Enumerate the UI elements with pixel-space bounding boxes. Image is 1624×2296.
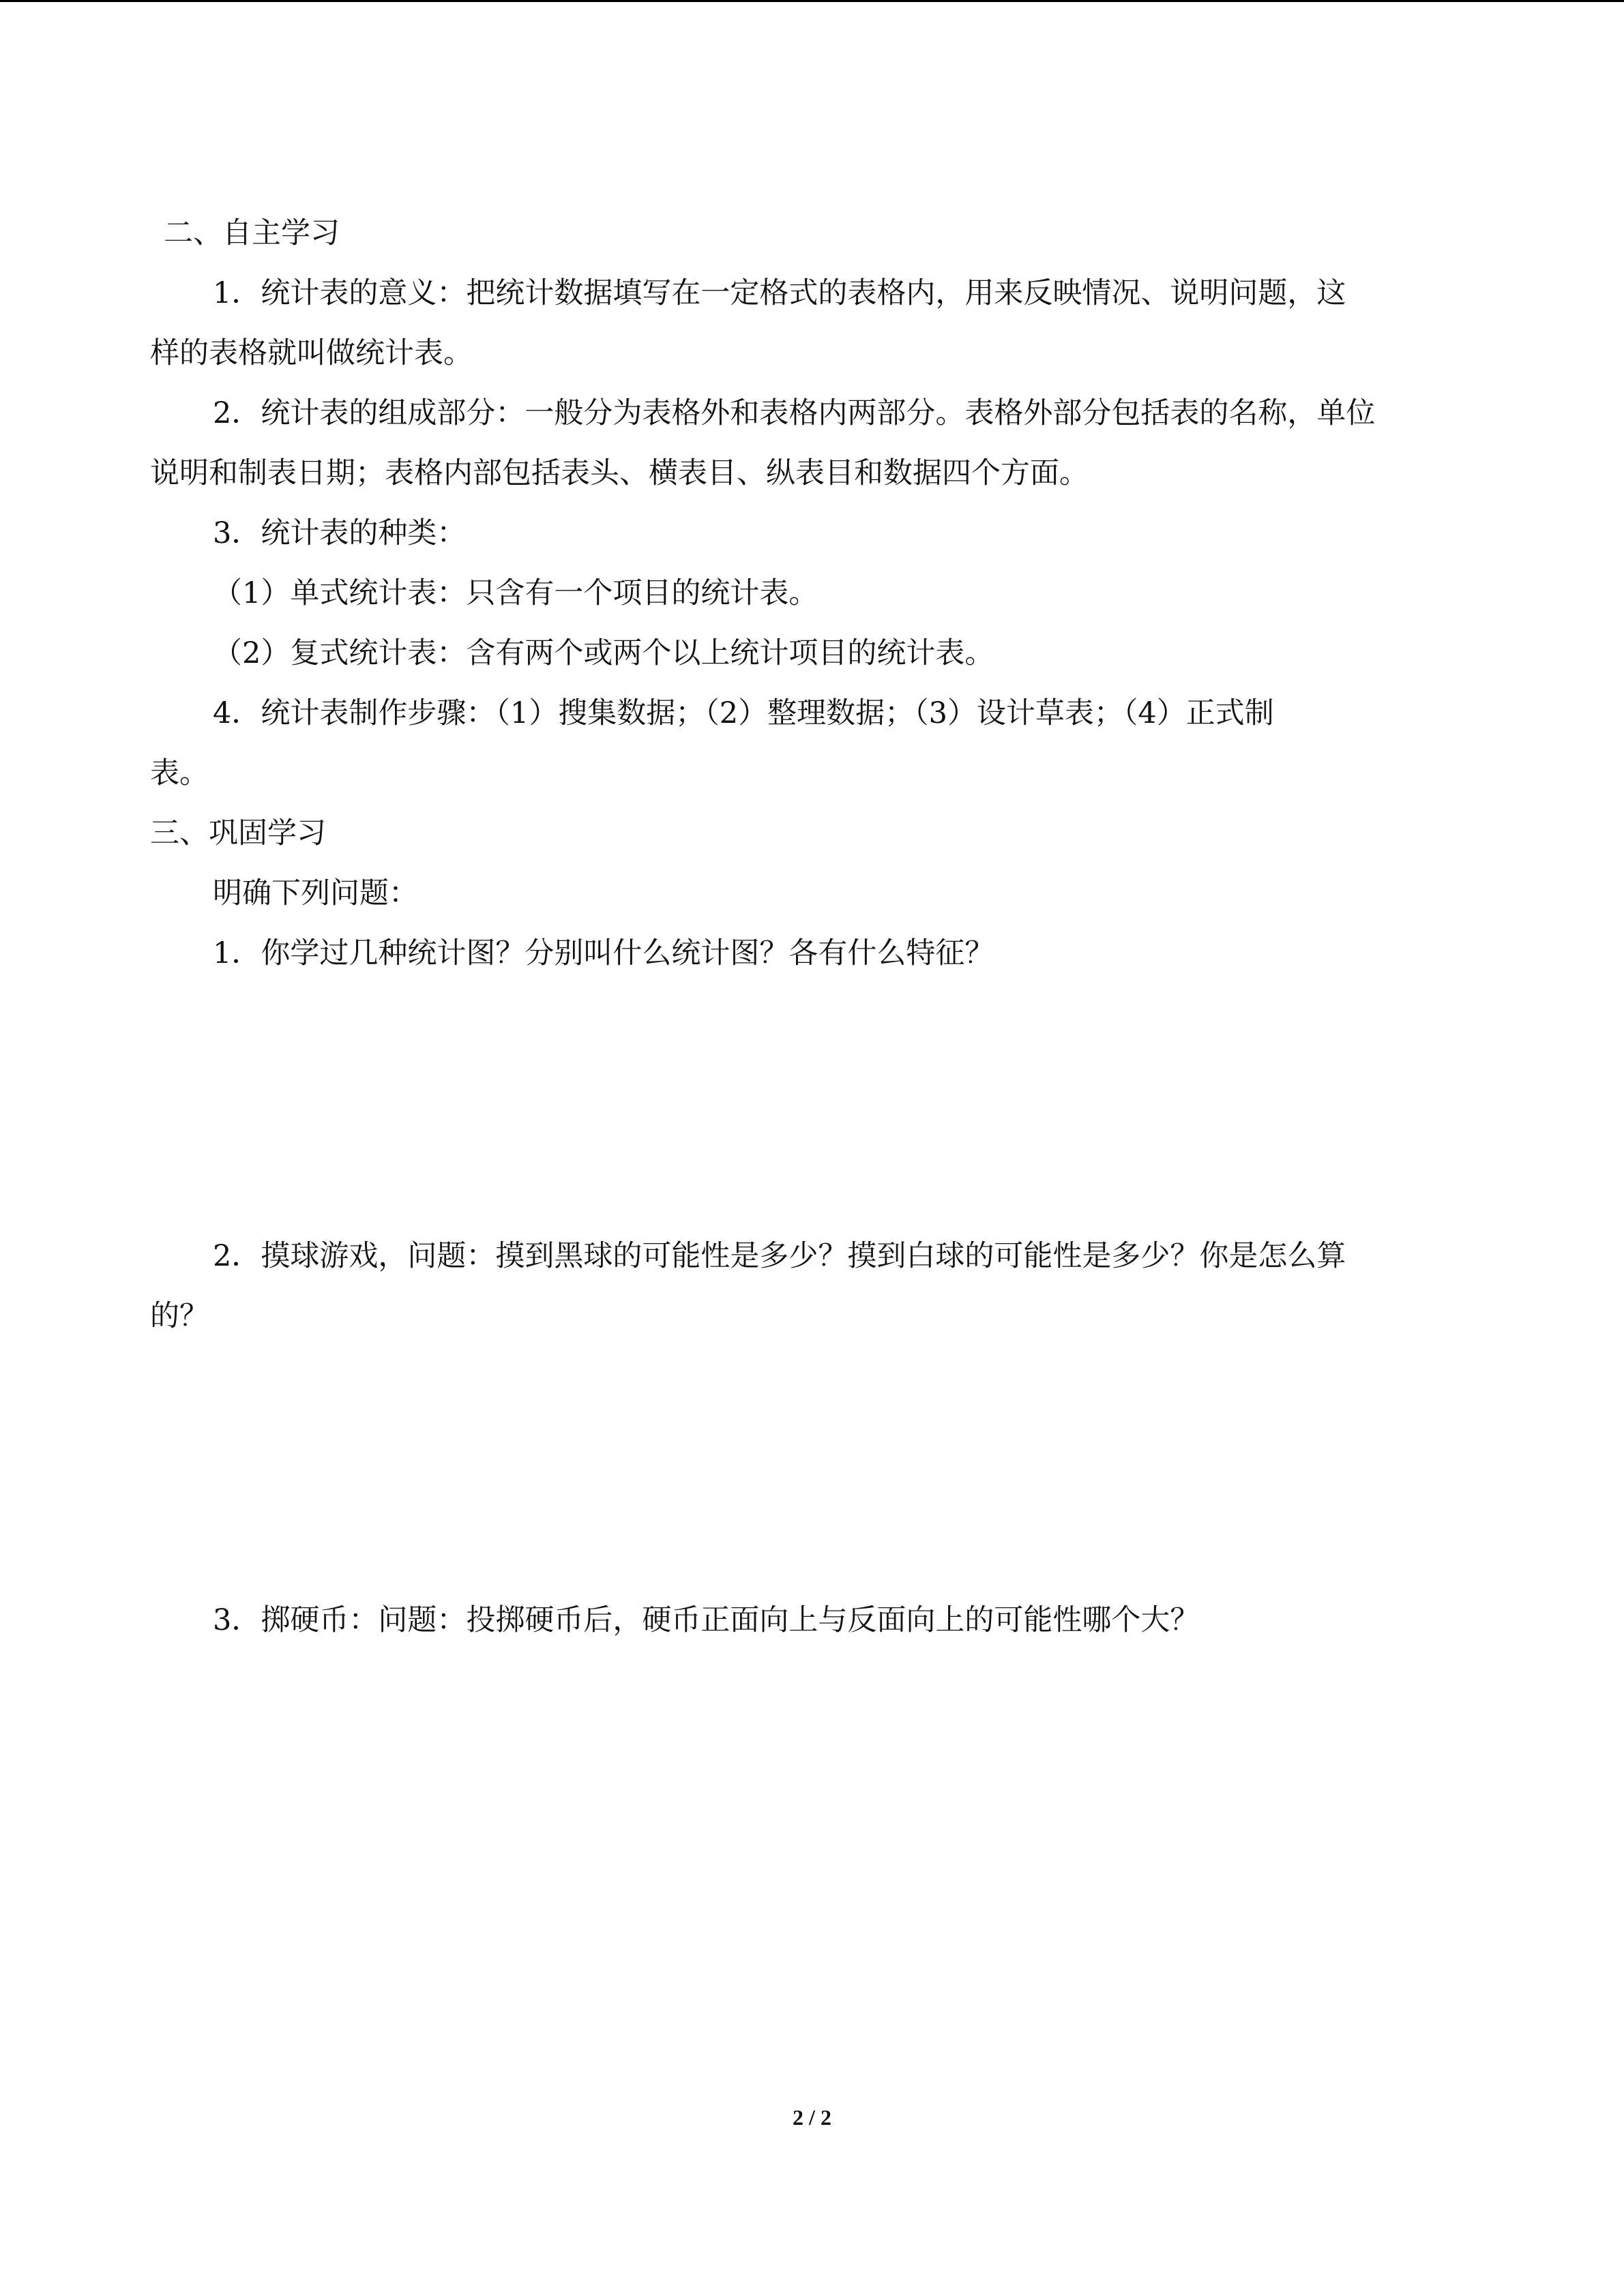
item4-line2: 表。 <box>150 756 209 790</box>
section-heading-self-study: 二、自主学习 <box>164 216 340 250</box>
consolidate-intro: 明确下列问题： <box>213 876 418 910</box>
question-2-line2: 的？ <box>150 1299 209 1333</box>
question-1: 1．你学过几种统计图？分别叫什么统计图？各有什么特征？ <box>213 936 994 970</box>
item4-line1: 4．统计表制作步骤：（1）搜集数据；（2）整理数据；（3）设计草表；（4）正式制 <box>213 696 1274 730</box>
item3: 3．统计表的种类： <box>213 516 467 550</box>
item2-line1: 2．统计表的组成部分：一般分为表格外和表格内两部分。表格外部分包括表的名称，单位 <box>213 396 1376 430</box>
section-heading-consolidate: 三、巩固学习 <box>150 816 326 850</box>
page-number: 2 / 2 <box>793 2105 831 2130</box>
item1-line2: 样的表格就叫做统计表。 <box>150 336 473 370</box>
question-2-line1: 2．摸球游戏，问题：摸到黑球的可能性是多少？摸到白球的可能性是多少？你是怎么算 <box>213 1239 1346 1273</box>
top-border <box>0 0 1624 2</box>
item2-line2: 说明和制表日期；表格内部包括表头、横表目、纵表目和数据四个方面。 <box>150 456 1089 490</box>
question-3: 3．掷硬币：问题：投掷硬币后，硬币正面向上与反面向上的可能性哪个大？ <box>213 1603 1200 1637</box>
item1-line1: 1．统计表的意义：把统计数据填写在一定格式的表格内，用来反映情况、说明问题，这 <box>213 276 1346 310</box>
item3-sub1: （1）单式统计表：只含有一个项目的统计表。 <box>213 576 818 610</box>
item3-sub2: （2）复式统计表：含有两个或两个以上统计项目的统计表。 <box>213 636 994 670</box>
